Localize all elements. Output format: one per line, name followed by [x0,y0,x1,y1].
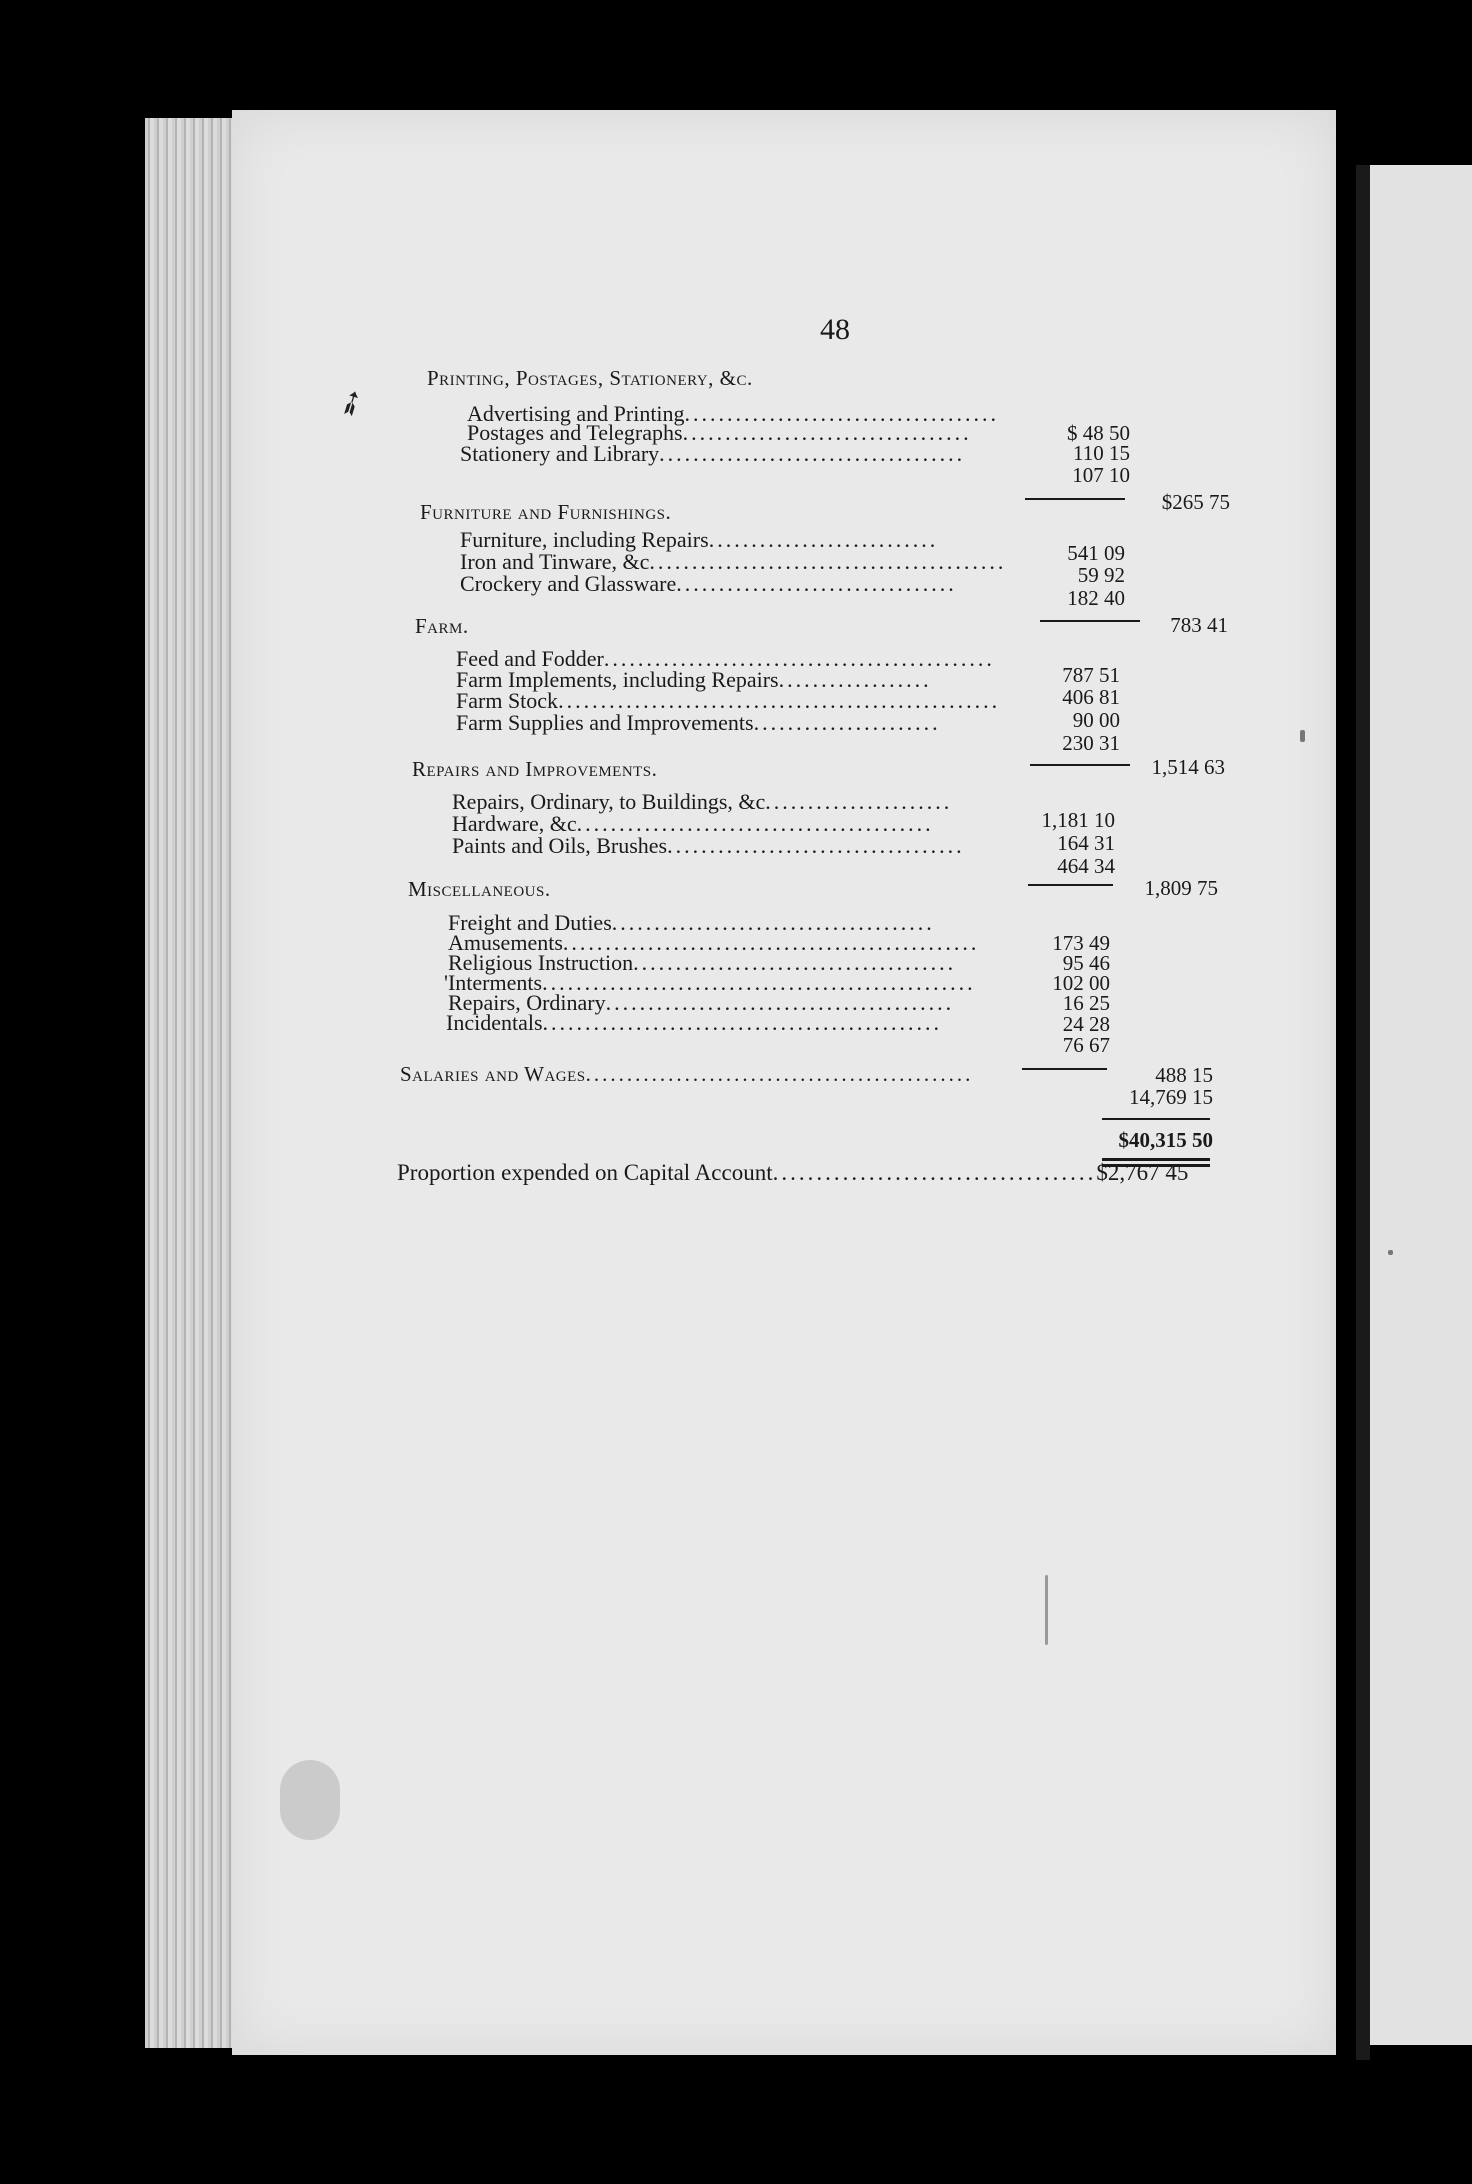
line-amount: 541 09 [1067,541,1125,565]
line-item: Hardware, &c.......................................... [452,811,934,836]
section-heading-furniture: Furniture and Furnishings. [420,500,672,524]
line-item: Postages and Telegraphs.................................. [467,420,972,445]
page-stack-edges [145,118,240,2048]
line-amount: 24 28 [1062,1012,1110,1036]
section-heading-farm: Farm. [415,614,469,638]
line-amount: $ 48 50 [1067,421,1130,445]
subtotal-rule [1028,884,1113,886]
section-total: 1,809 75 [1144,876,1218,900]
line-item: Stationery and Library.................................... [460,441,966,466]
grand-total: $40,315 50 [1118,1128,1213,1152]
line-item: Repairs, Ordinary, to Buildings, &c...................... [452,789,953,814]
facing-page-edge [1370,165,1472,2045]
total-rule [1102,1118,1210,1120]
line-amount: 1,181 10 [1041,808,1115,832]
section-total: 1,514 63 [1151,755,1225,779]
line-amount: 102 00 [1052,971,1110,995]
line-amount: 406 81 [1062,685,1120,709]
proportion-line: Proportion expended on Capital Account.....................................$2,767 45 [397,1160,1189,1185]
line-item: Furniture, including Repairs........................... [460,527,939,552]
subtotal-rule [1022,1068,1107,1070]
line-amount: 76 67 [1062,1033,1110,1057]
section-total: 488 15 [1155,1063,1213,1087]
speck [1388,1250,1393,1255]
subtotal-rule [1025,498,1125,500]
section-total: 783 41 [1170,613,1228,637]
line-item: Advertising and Printing..................................... [467,401,1000,426]
line-item: Repairs, Ordinary......................................... [448,990,955,1015]
speck [1300,730,1305,742]
pencil-mark-icon: ➶ [330,380,373,427]
section-heading-repairs: Repairs and Improvements. [412,757,658,781]
speck [1045,1575,1048,1645]
line-amount: 16 25 [1062,991,1110,1015]
line-item: Incidentals............................................... [446,1010,943,1035]
line-item: Crockery and Glassware................................. [460,571,957,596]
line-item: 'Interments................................................... [444,970,976,995]
section-heading-printing: Printing, Postages, Stationery, &c. [427,366,753,390]
salaries-amount: 14,769 15 [1129,1085,1213,1109]
section-heading-miscellaneous: Miscellaneous. [408,877,551,901]
section-total: $265 75 [1161,490,1230,514]
proportion-amount: $2,767 45 [1096,1160,1189,1185]
line-amount: 182 40 [1067,586,1125,610]
line-item: Iron and Tinware, &c.......................................... [460,549,1007,574]
line-item: Amusements................................................. [448,930,980,955]
line-amount: 173 49 [1052,931,1110,955]
salaries-label: Salaries and Wages............................................... [400,1062,974,1086]
smudge [280,1760,340,1840]
line-amount: 164 31 [1057,831,1115,855]
line-amount: 90 00 [1072,708,1120,732]
line-amount: 787 51 [1062,663,1120,687]
line-amount: 230 31 [1062,731,1120,755]
line-amount: 59 92 [1077,563,1125,587]
line-item: Farm Supplies and Improvements...................... [456,710,941,735]
line-item: Freight and Duties...................................... [448,910,935,935]
line-item: Farm Stock.................................................... [456,688,1001,713]
line-item: Paints and Oils, Brushes................................... [452,833,965,858]
line-amount: 110 15 [1073,441,1130,465]
line-amount: 464 34 [1057,854,1115,878]
line-item: Feed and Fodder.............................................. [456,646,995,671]
line-amount: 95 46 [1062,951,1110,975]
book-spine [1356,165,1370,2060]
page-number: 48 [820,313,850,346]
line-amount: 107 10 [1072,463,1130,487]
line-item: Farm Implements, including Repairs.................. [456,667,932,692]
line-item: Religious Instruction...................................... [448,950,957,975]
